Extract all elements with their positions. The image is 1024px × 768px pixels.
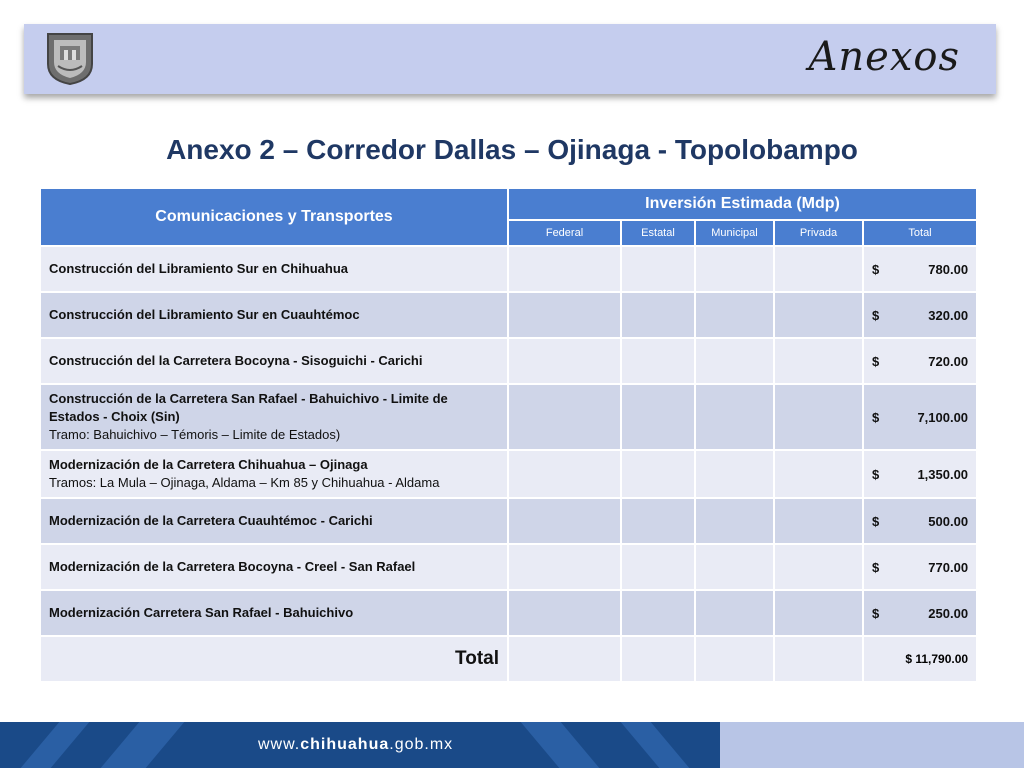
col-header-federal: Federal (508, 220, 621, 246)
row-tramo: Tramos: La Mula – Ojinaga, Aldama – Km 85 y Chihuahua - Aldama (49, 475, 440, 490)
grand-total: $ 11,790.00 (863, 636, 977, 682)
col-header-privada: Privada (774, 220, 863, 246)
row-tramo: Tramo: Bahuichivo – Témoris – Limite de Estados) (49, 427, 341, 442)
row-description: Construcción de la Carretera San Rafael - Bahuichivo - Limite de Estados - Choix (Sin) (49, 391, 448, 424)
row-description: Construcción del Libramiento Sur en Chihuahua (49, 261, 349, 276)
col-header-total: Total (863, 220, 977, 246)
currency-symbol: $ (872, 307, 880, 323)
row-total: 780.00 (928, 261, 969, 277)
anexos-script-title: Anexos (808, 34, 960, 80)
row-total: 1,350.00 (917, 466, 969, 482)
row-total: 320.00 (928, 307, 969, 323)
row-total: 250.00 (928, 605, 969, 621)
table-row (40, 246, 977, 292)
table-row (40, 338, 977, 384)
col-header-estatal: Estatal (621, 220, 695, 246)
row-total: 770.00 (928, 559, 969, 575)
investment-table (39, 187, 978, 683)
row-description: Modernización de la Carretera Bocoyna - Creel - San Rafael (49, 559, 416, 574)
row-description: Modernización Carretera San Rafael - Bahuichivo (49, 605, 354, 620)
footer-band (0, 722, 1024, 768)
footer-url[interactable] (258, 736, 453, 754)
row-description: Modernización de la Carretera Chihuahua – Ojinaga (49, 457, 368, 472)
category-header: Comunicaciones y Transportes (40, 188, 508, 246)
total-row (40, 636, 977, 682)
row-description: Modernización de la Carretera Cuauhtémoc - Carichi (49, 513, 373, 528)
url-suffix: .gob.mx (389, 736, 454, 753)
table-row (40, 590, 977, 636)
footer-light-block (720, 722, 1024, 768)
page-title: Anexo 2 – Corredor Dallas – Ojinaga - Topolobampo (166, 134, 858, 165)
total-label: Total (40, 636, 508, 682)
currency-symbol: $ (872, 353, 880, 369)
row-description: Construcción del Libramiento Sur en Cuauhtémoc (49, 307, 360, 322)
table-row (40, 292, 977, 338)
table-row (40, 384, 977, 450)
row-total: 500.00 (928, 513, 969, 529)
currency-symbol: $ (872, 409, 880, 425)
url-domain: chihuahua (300, 736, 390, 753)
table-row (40, 498, 977, 544)
table-row (40, 450, 977, 498)
row-total: 7,100.00 (917, 409, 969, 425)
state-seal-icon (44, 30, 96, 86)
currency-symbol: $ (872, 261, 880, 277)
currency-symbol: $ (872, 513, 880, 529)
currency-symbol: $ (872, 559, 880, 575)
row-total: 720.00 (928, 353, 969, 369)
currency-symbol: $ (872, 466, 880, 482)
table-row (40, 544, 977, 590)
url-prefix: www. (258, 736, 301, 753)
investment-header: Inversión Estimada (Mdp) (508, 188, 977, 220)
currency-symbol: $ (872, 605, 880, 621)
col-header-municipal: Municipal (695, 220, 774, 246)
row-description: Construcción del la Carretera Bocoyna - Sisoguichi - Carichi (49, 353, 423, 368)
